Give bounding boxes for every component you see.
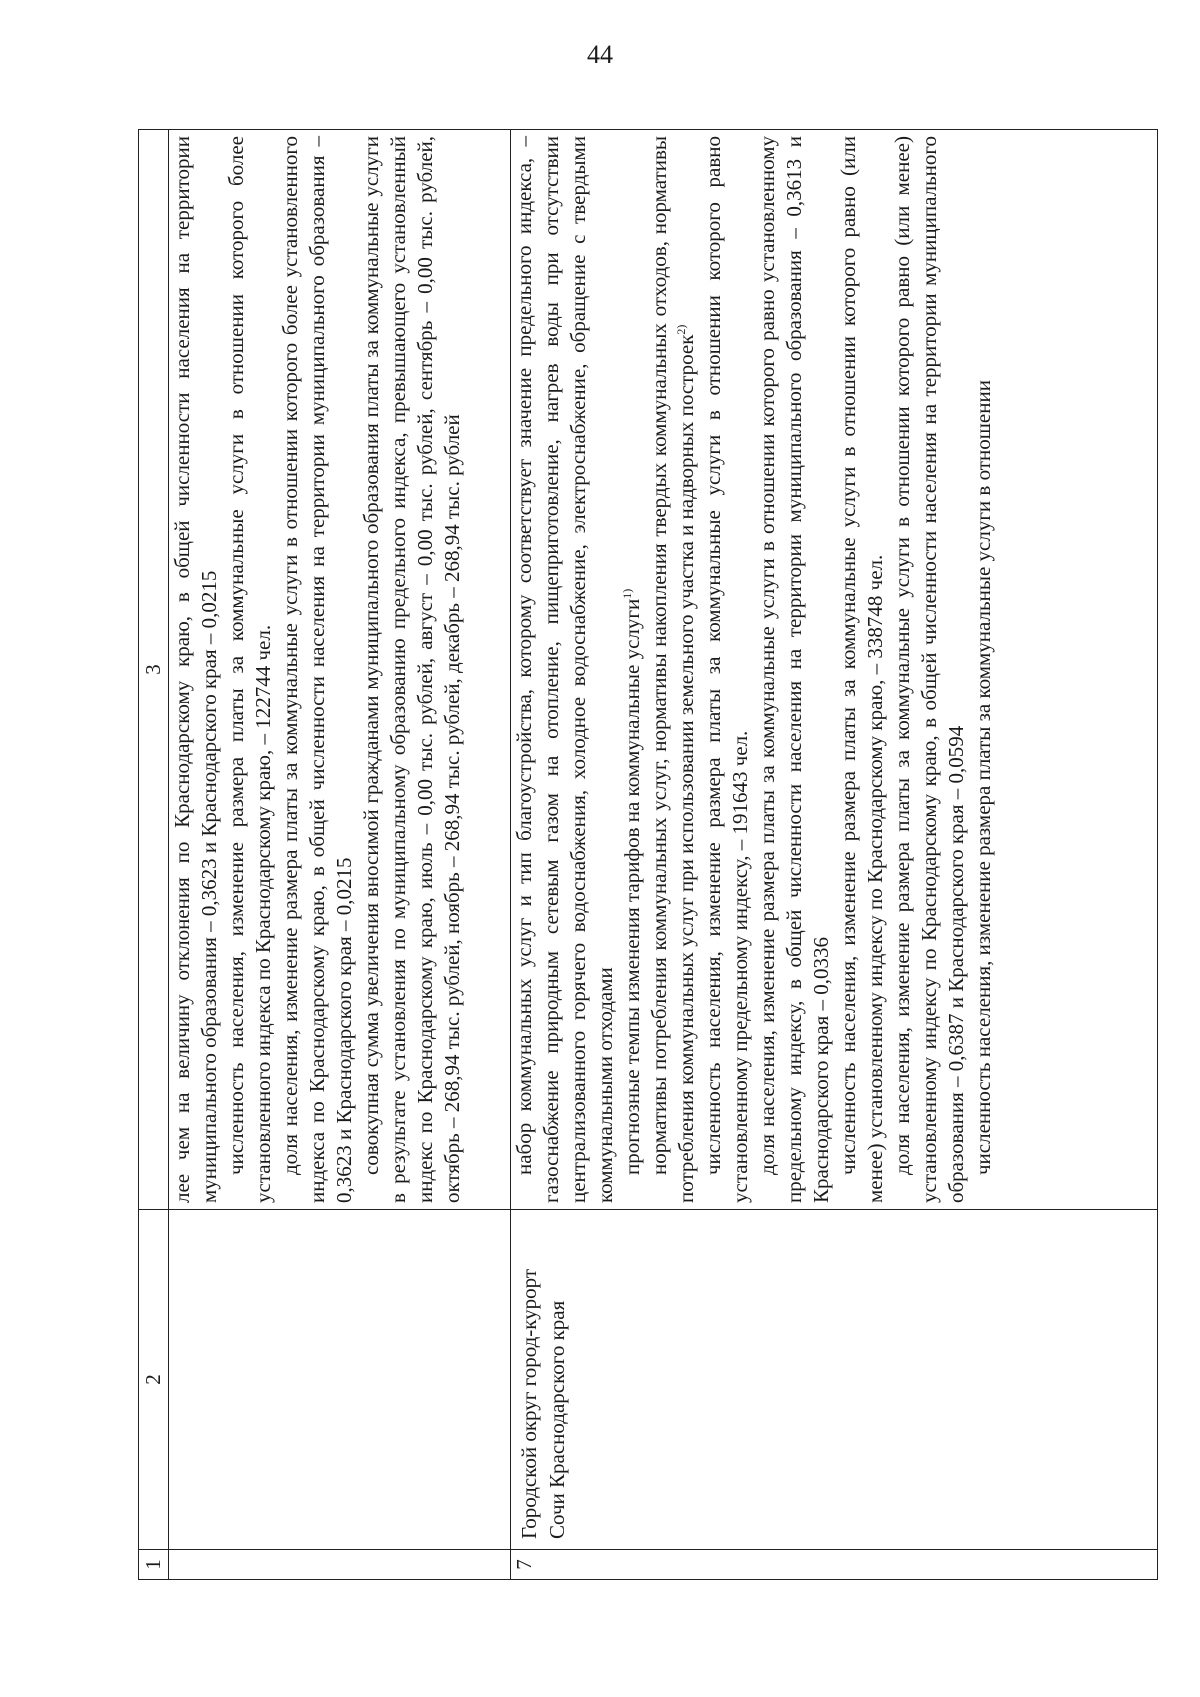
municipality-cell <box>169 1210 511 1550</box>
paragraph-service-set: набор коммунальных услуг и тип благоустройства, которому соответствует значение предельного индекса, – газоснабжение природным сетевым газом на отопление, пищеприготовление, нагрев воды при отсутствии централизованного горячего водоснабжения, холодное водоснабжение, электроснабжение, обращение с твердыми коммунальными отходами <box>512 136 617 1203</box>
table-row-7 <box>511 130 1158 1580</box>
paragraph-population-equal-limit: численность населения, изменение размера платы за коммунальные услуги в отношении которого равно установленному предельному индексу, – 191643 чел. <box>701 136 752 1203</box>
table-header-row <box>139 130 169 1580</box>
paragraph-deviation-share: лее чем на величину отклонения по Краснодарскому краю, в общей численности населения на территории муниципального образования – 0,3623 и Краснодарского края – 0,0215 <box>170 136 221 1203</box>
rotated-table-container <box>138 130 1158 1580</box>
data-table <box>138 129 1158 1580</box>
paragraph-share-above-index: доля населения, изменение размера платы за коммунальные услуги в отношении которого более установленного индекса по Краснодарскому краю, в общей численности населения на территории муниципального образования – 0,3623 и Краснодарского края – 0,0215 <box>278 136 356 1203</box>
header-col-2: 2 <box>139 1210 169 1550</box>
header-col-3: 3 <box>139 130 169 1210</box>
paragraph-consumption-norms: нормативы потребления коммунальных услуг, нормативы накопления твердых коммунальных отходов, нормативы потребления коммунальных услуг при использовании земельного участка и надворных построек$^{2)}$ <box>647 136 698 1203</box>
paragraph-population-above-index: численность населения, изменение размера платы за коммунальные услуги в отношении которого более установленного индекса по Краснодарскому краю, – 122744 чел. <box>224 136 275 1203</box>
footnote-mark: 2) <box>674 324 688 335</box>
description-cell <box>511 130 1158 1210</box>
paragraph-population-continued: численность населения, изменение размера платы за коммунальные услуги в отношении <box>971 380 995 1175</box>
paragraph-population-below-index: численность населения, изменение размера платы за коммунальные услуги в отношении которого равно (или менее) установленному индексу по Краснодарскому краю, – 338748 чел. <box>836 136 887 1203</box>
paragraph-tariff-forecast: прогнозные темпы изменения тарифов на коммунальные услуги$^{1)}$ <box>620 588 644 1175</box>
row-number-cell: 7 <box>511 1550 1158 1580</box>
row-number-cell <box>169 1550 511 1580</box>
municipality-cell: Городской округ город-курорт Сочи Краснодарского края <box>511 1210 1158 1550</box>
header-col-1: 1 <box>139 1550 169 1580</box>
footnote-mark: 1) <box>620 588 634 599</box>
paragraph-share-below-index: доля населения, изменение размера платы за коммунальные услуги в отношении которого равно (или менее) установленному индексу по Краснодарскому краю, в общей численности населения на территории муниципального образования – 0,6387 и Краснодарского края – 0,0594 <box>890 136 968 1203</box>
page-number: 44 <box>587 40 613 69</box>
paragraph-total-increase: совокупная сумма увеличения вносимой гражданами муниципального образования платы за коммунальные услуги в результате установления по муниципальному образованию предельного индекса, превышающего установленный индекс по Краснодарскому краю, июль – 0,00 тыс. рублей, август – 0,00 тыс. рублей, сентябрь – 0,00 тыс. рублей, октябрь – 268,94 тыс. рублей, ноябрь – 268,94 тыс. рублей, декабрь – 268,94 тыс. рублей <box>359 136 464 1203</box>
description-cell <box>169 130 511 1210</box>
paragraph-share-equal-limit: доля населения, изменение размера платы за коммунальные услуги в отношении которого равно установленному предельному индексу, в общей численности населения на территории муниципального образования – 0,3613 и Краснодарского края – 0,0336 <box>755 136 833 1203</box>
table-row-continuation <box>169 130 511 1580</box>
